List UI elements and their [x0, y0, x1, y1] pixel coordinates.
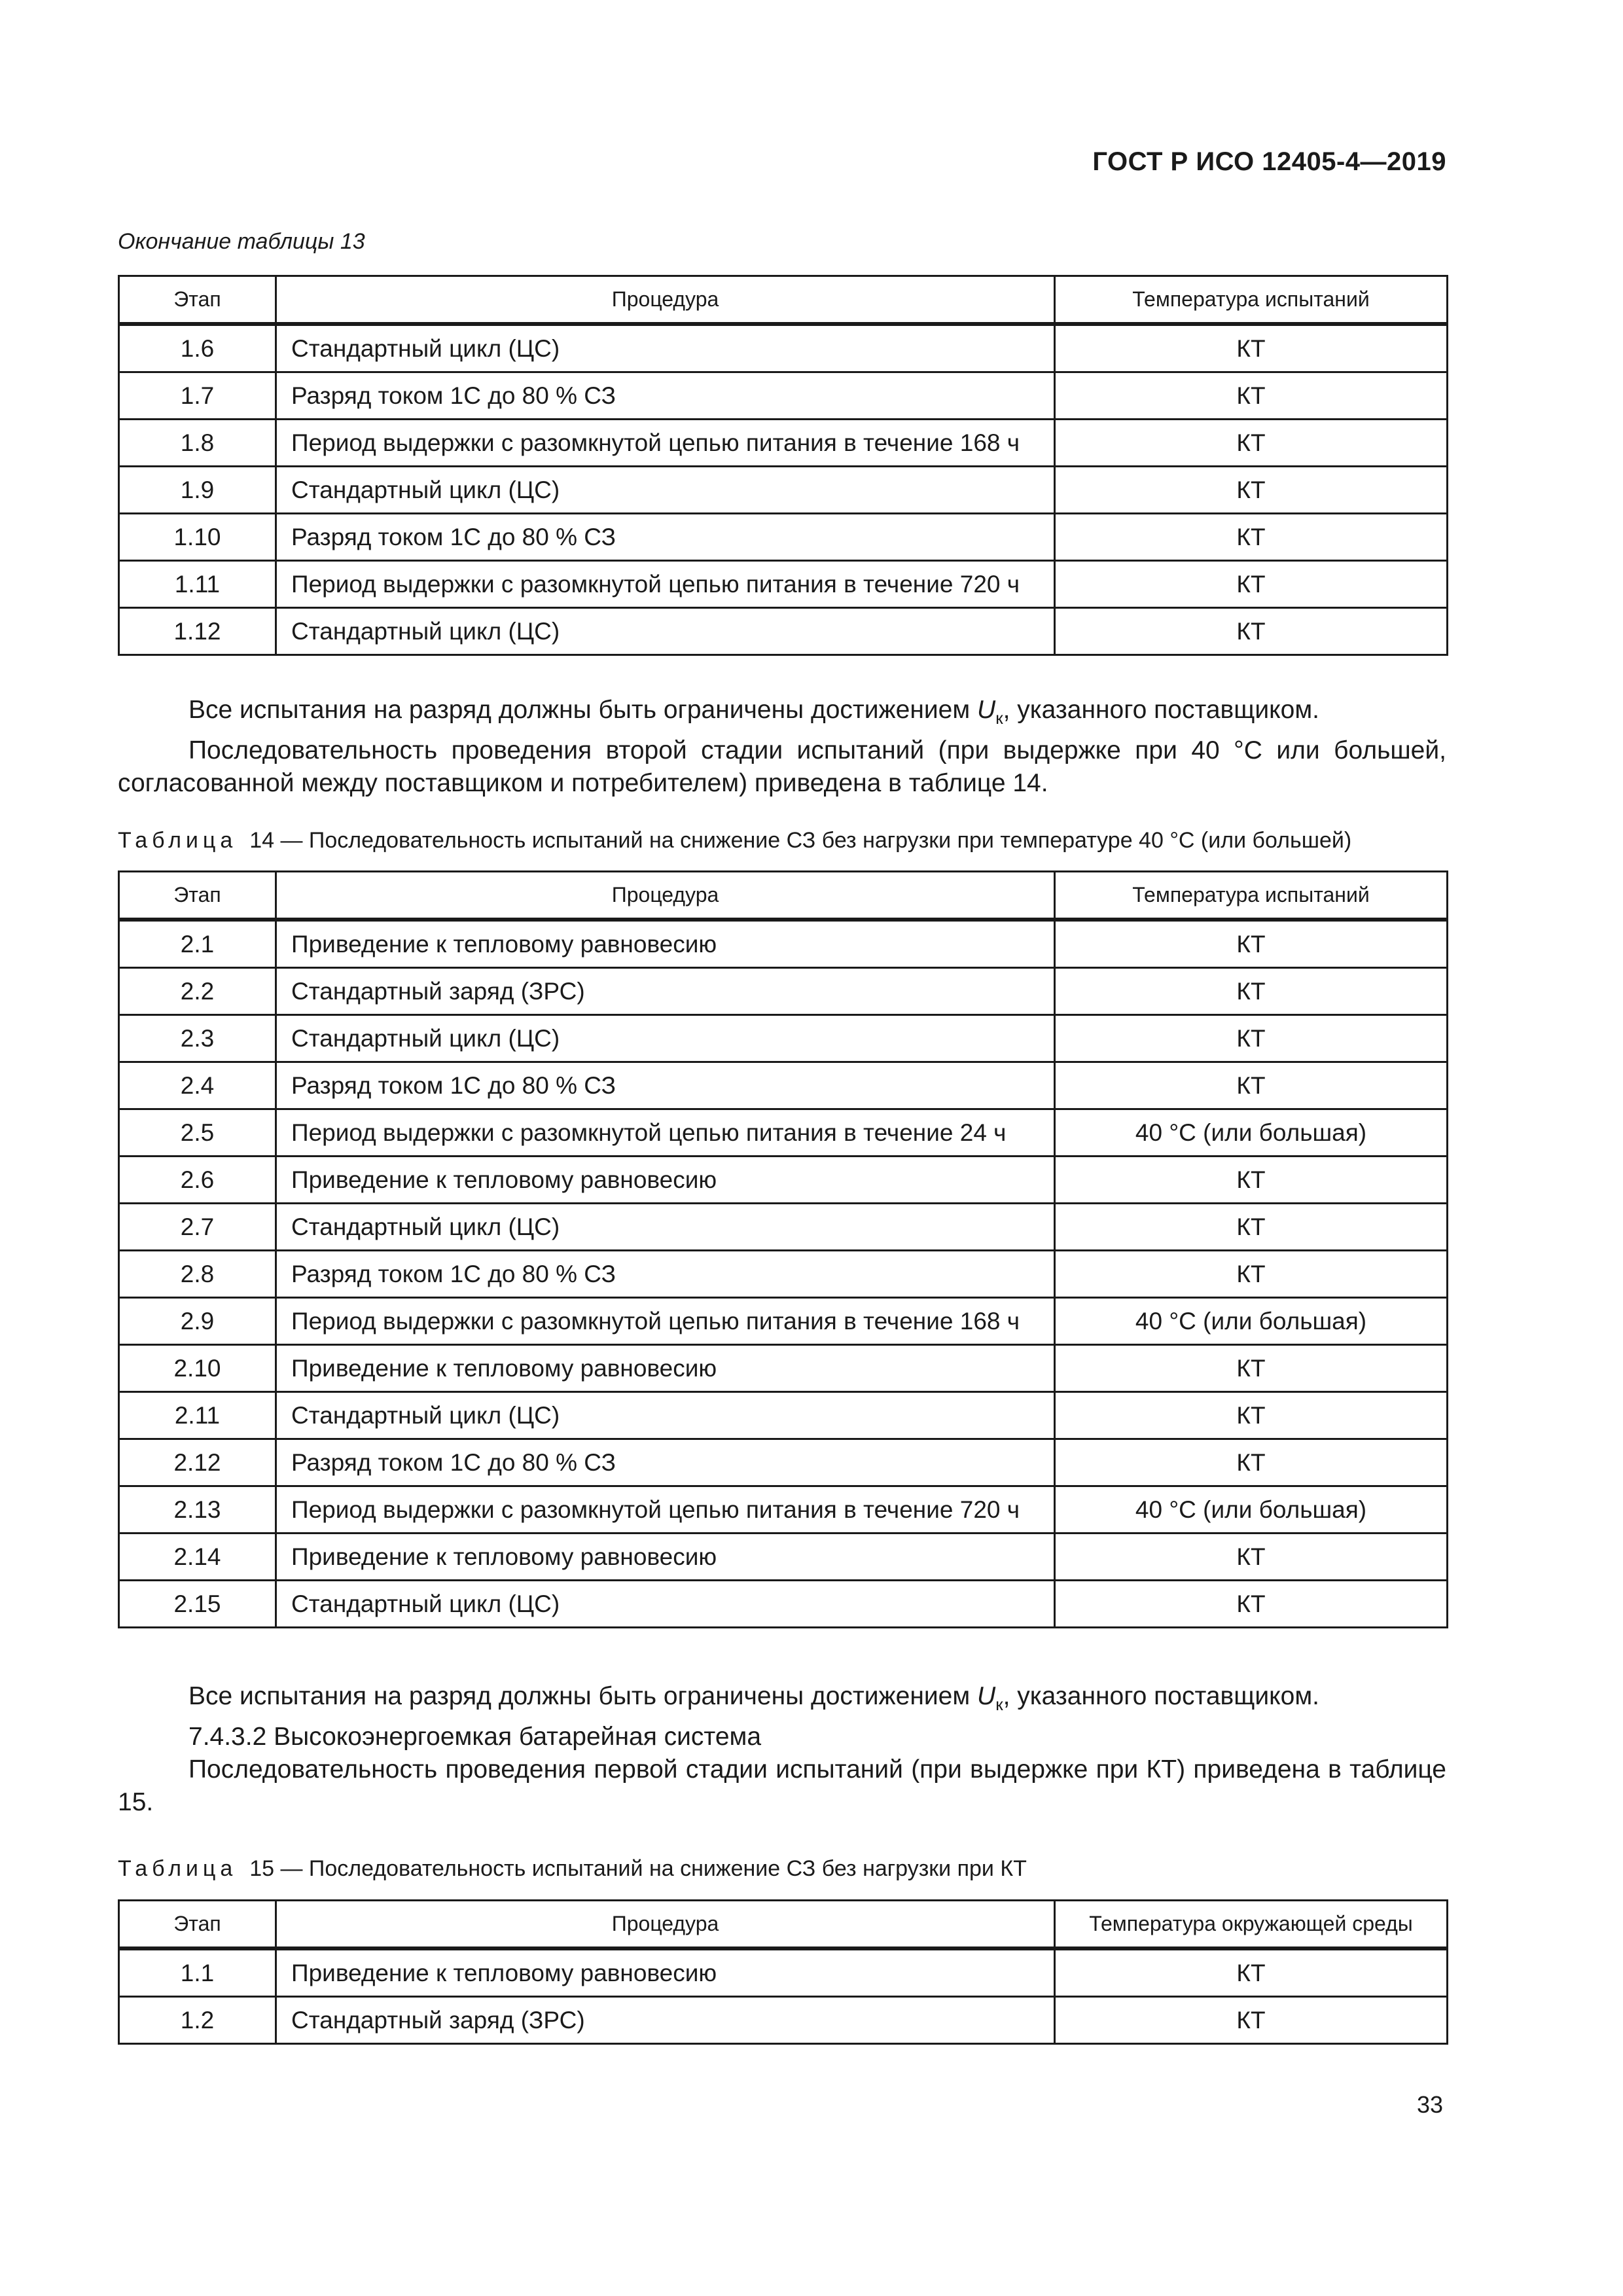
column-header: Температура окружающей среды [1055, 1901, 1448, 1949]
table14-caption [118, 828, 1351, 853]
procedure-cell: Разряд током 1C до 80 % СЗ [276, 1062, 1055, 1109]
procedure-cell: Приведение к тепловому равновесию [276, 1948, 1055, 1997]
column-header: Температура испытаний [1055, 872, 1448, 920]
procedure-cell: Стандартный заряд (ЗРС) [276, 1997, 1055, 2044]
stage-cell: 2.2 [119, 968, 276, 1015]
table-row [119, 1345, 1448, 1392]
table14-caption-text: 14 — Последовательность испытаний на снижение СЗ без нагрузки при температуре 40 °С (или большей) [249, 828, 1352, 853]
procedure-cell: Стандартный цикл (ЦС) [276, 467, 1055, 514]
voltage-symbol: U [977, 1682, 996, 1710]
temperature-cell: 40 °С (или большая) [1055, 1486, 1448, 1534]
table15-caption-label: Таблица [118, 1856, 238, 1881]
procedure-cell: Стандартный цикл (ЦС) [276, 608, 1055, 655]
table-row [119, 1251, 1448, 1298]
stage-cell: 2.6 [119, 1157, 276, 1204]
stage-cell: 2.12 [119, 1439, 276, 1486]
table-row [119, 1109, 1448, 1157]
stage-cell: 1.8 [119, 420, 276, 467]
table-row [119, 1581, 1448, 1628]
temperature-cell: КТ [1055, 561, 1448, 608]
column-header: Процедура [276, 1901, 1055, 1949]
stage-cell: 2.5 [119, 1109, 276, 1157]
stage-cell: 2.10 [119, 1345, 276, 1392]
procedure-cell: Стандартный заряд (ЗРС) [276, 968, 1055, 1015]
table-15 [118, 1899, 1448, 2045]
procedure-cell: Приведение к тепловому равновесию [276, 920, 1055, 968]
temperature-cell: КТ [1055, 1581, 1448, 1628]
voltage-symbol: U [977, 696, 996, 724]
temperature-cell: КТ [1055, 1439, 1448, 1486]
temperature-cell: КТ [1055, 1997, 1448, 2044]
table-row [119, 1997, 1448, 2044]
table-header-row [119, 1901, 1448, 1949]
temperature-cell: КТ [1055, 920, 1448, 968]
table-row [119, 1486, 1448, 1534]
temperature-cell: КТ [1055, 1251, 1448, 1298]
procedure-cell: Период выдержки с разомкнутой цепью питания в течение 168 ч [276, 420, 1055, 467]
procedure-cell: Разряд током 1C до 80 % СЗ [276, 1251, 1055, 1298]
temperature-cell: КТ [1055, 1062, 1448, 1109]
stage-cell: 2.3 [119, 1015, 276, 1062]
table-header-row [119, 276, 1448, 325]
procedure-cell: Разряд током 1C до 80 % СЗ [276, 372, 1055, 420]
text-block-1 [118, 694, 1446, 800]
temperature-cell: КТ [1055, 467, 1448, 514]
discharge-limit-paragraph-2: Все испытания на разряд должны быть ограничены достижением $U_к$, указанного поставщиком. [188, 1682, 1319, 1714]
stage-cell: 2.14 [119, 1534, 276, 1581]
second-stage-paragraph: Последовательность проведения второй стадии испытаний (при выдержке при 40 °С или большей, согласованной между поставщиком и потребителем) приведена в таблице 14. [118, 736, 1446, 797]
table15-caption [118, 1856, 1027, 1882]
stage-cell: 2.13 [119, 1486, 276, 1534]
page-number: 33 [1416, 2091, 1443, 2118]
temperature-cell: КТ [1055, 1345, 1448, 1392]
section-heading-7-4-3-2: 7.4.3.2 Высокоэнергоемкая батарейная система [188, 1722, 762, 1751]
stage-cell: 1.12 [119, 608, 276, 655]
table-14 [118, 870, 1448, 1628]
procedure-cell: Разряд током 1C до 80 % СЗ [276, 514, 1055, 561]
temperature-cell: 40 °С (или большая) [1055, 1109, 1448, 1157]
temperature-cell: КТ [1055, 324, 1448, 372]
column-header: Процедура [276, 276, 1055, 325]
temperature-cell: КТ [1055, 1157, 1448, 1204]
table-row [119, 1062, 1448, 1109]
table14-caption-label: Таблица [118, 828, 238, 853]
stage-cell: 1.9 [119, 467, 276, 514]
voltage-subscript: к [995, 1694, 1003, 1714]
procedure-cell: Стандартный цикл (ЦС) [276, 1204, 1055, 1251]
table-row [119, 324, 1448, 372]
table-row [119, 1948, 1448, 1997]
stage-cell: 1.10 [119, 514, 276, 561]
stage-cell: 2.15 [119, 1581, 276, 1628]
procedure-cell: Разряд током 1C до 80 % СЗ [276, 1439, 1055, 1486]
table-row [119, 920, 1448, 968]
column-header: Температура испытаний [1055, 276, 1448, 325]
stage-cell: 1.6 [119, 324, 276, 372]
stage-cell: 2.11 [119, 1392, 276, 1439]
procedure-cell: Приведение к тепловому равновесию [276, 1345, 1055, 1392]
table-row [119, 420, 1448, 467]
stage-cell: 2.4 [119, 1062, 276, 1109]
temperature-cell: КТ [1055, 1204, 1448, 1251]
stage-cell: 1.2 [119, 1997, 276, 2044]
discharge-limit-paragraph: Все испытания на разряд должны быть ограничены достижением $U_к$, указанного поставщиком. [188, 696, 1319, 728]
first-stage-paragraph: Последовательность проведения первой стадии испытаний (при выдержке при КТ) приведена в таблице 15. [118, 1755, 1446, 1816]
table-row [119, 968, 1448, 1015]
table-row [119, 372, 1448, 420]
procedure-cell: Стандартный цикл (ЦС) [276, 324, 1055, 372]
stage-cell: 2.9 [119, 1298, 276, 1345]
temperature-cell: 40 °С (или большая) [1055, 1298, 1448, 1345]
procedure-cell: Период выдержки с разомкнутой цепью питания в течение 720 ч [276, 1486, 1055, 1534]
table-13 [118, 275, 1448, 656]
voltage-subscript: к [995, 708, 1003, 728]
temperature-cell: КТ [1055, 1392, 1448, 1439]
procedure-cell: Приведение к тепловому равновесию [276, 1157, 1055, 1204]
table-row [119, 1015, 1448, 1062]
table-row [119, 1392, 1448, 1439]
table-row [119, 1298, 1448, 1345]
stage-cell: 1.1 [119, 1948, 276, 1997]
column-header: Этап [119, 276, 276, 325]
column-header: Этап [119, 1901, 276, 1949]
temperature-cell: КТ [1055, 1948, 1448, 1997]
temperature-cell: КТ [1055, 968, 1448, 1015]
table-row [119, 1204, 1448, 1251]
column-header: Процедура [276, 872, 1055, 920]
text-block-2 [118, 1680, 1446, 1819]
table-row [119, 1157, 1448, 1204]
table15-caption-text: 15 — Последовательность испытаний на снижение СЗ без нагрузки при КТ [249, 1856, 1027, 1881]
table-row [119, 1439, 1448, 1486]
procedure-cell: Стандартный цикл (ЦС) [276, 1392, 1055, 1439]
stage-cell: 2.7 [119, 1204, 276, 1251]
temperature-cell: КТ [1055, 608, 1448, 655]
temperature-cell: КТ [1055, 1534, 1448, 1581]
temperature-cell: КТ [1055, 514, 1448, 561]
procedure-cell: Период выдержки с разомкнутой цепью питания в течение 720 ч [276, 561, 1055, 608]
stage-cell: 2.8 [119, 1251, 276, 1298]
stage-cell: 1.7 [119, 372, 276, 420]
column-header: Этап [119, 872, 276, 920]
temperature-cell: КТ [1055, 420, 1448, 467]
procedure-cell: Стандартный цикл (ЦС) [276, 1581, 1055, 1628]
stage-cell: 2.1 [119, 920, 276, 968]
temperature-cell: КТ [1055, 1015, 1448, 1062]
table-row [119, 608, 1448, 655]
table-row [119, 1534, 1448, 1581]
procedure-cell: Стандартный цикл (ЦС) [276, 1015, 1055, 1062]
table-row [119, 514, 1448, 561]
procedure-cell: Период выдержки с разомкнутой цепью питания в течение 24 ч [276, 1109, 1055, 1157]
procedure-cell: Период выдержки с разомкнутой цепью питания в течение 168 ч [276, 1298, 1055, 1345]
table-header-row [119, 872, 1448, 920]
temperature-cell: КТ [1055, 372, 1448, 420]
stage-cell: 1.11 [119, 561, 276, 608]
table-row [119, 561, 1448, 608]
table-row [119, 467, 1448, 514]
document-code: ГОСТ Р ИСО 12405-4—2019 [1092, 147, 1446, 176]
procedure-cell: Приведение к тепловому равновесию [276, 1534, 1055, 1581]
table13-caption: Окончание таблицы 13 [118, 229, 365, 254]
